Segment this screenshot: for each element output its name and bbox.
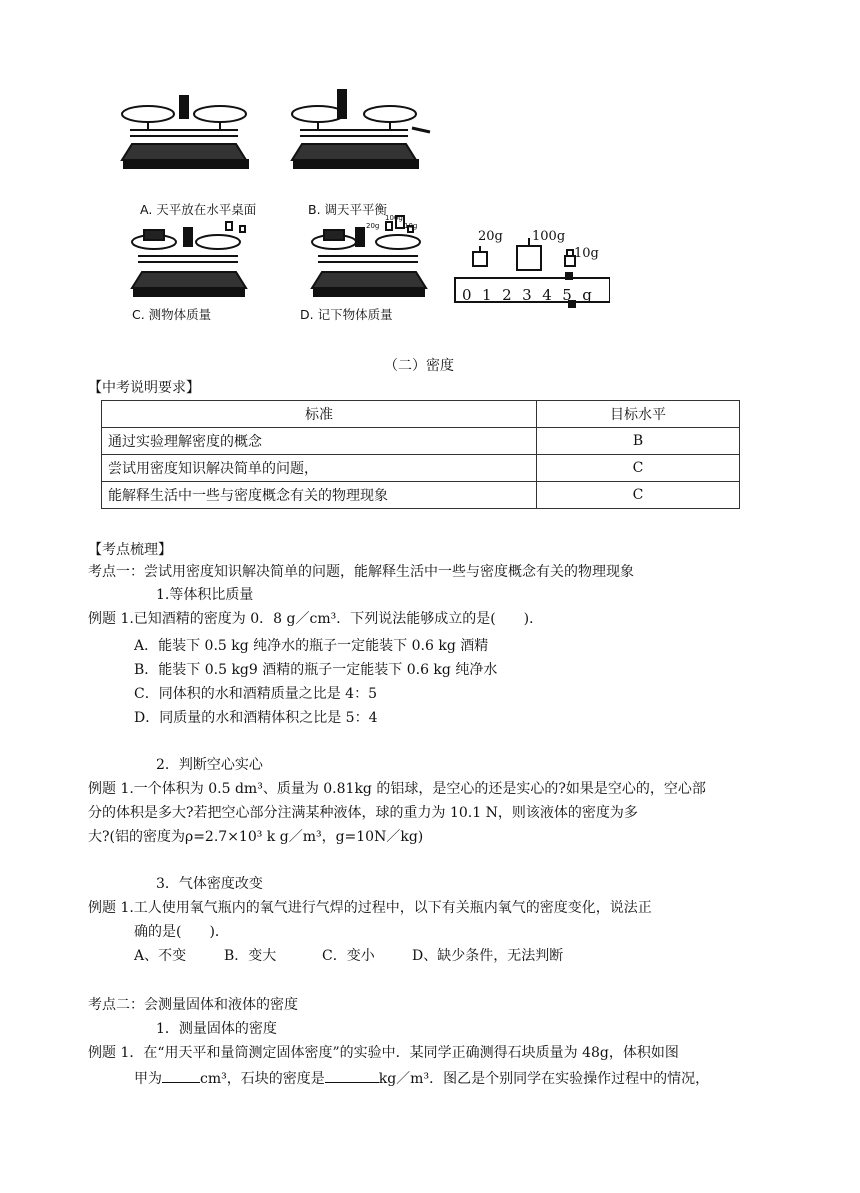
table-header-standard: 标准 [102,401,537,428]
subheading-1: 1.等体积比质量 [156,587,254,603]
subheading-4: 1．测量固体的密度 [156,1021,277,1037]
example-1-option-a: A．能装下 0.5 kg 纯净水的瓶子一定能装下 0.6 kg 酒精 [134,638,489,654]
table-row [102,428,740,455]
table-cell: 能解释生活中一些与密度概念有关的物理现象 [102,482,537,509]
section-title: （二）密度 [384,358,454,374]
requirements-heading: 【中考说明要求】 [88,380,200,396]
volume-answer-blank[interactable] [162,1067,200,1083]
example-1-option-c: C．同体积的水和酒精质量之比是 4：5 [134,686,377,702]
point2-heading: 考点二：会测量固体和液体的密度 [88,997,298,1013]
caption-d: D. 记下物体质量 [300,307,393,322]
caption-a: A. 天平放在水平桌面 [140,202,257,217]
balance-c-drawing [132,222,246,296]
table-cell: B [537,428,740,455]
example-4-line-2 [134,1067,709,1089]
balance-a-drawing [122,96,248,168]
table-row [102,482,740,509]
example-4-text-b: cm³，石块的密度是 [200,1071,325,1087]
example-2-line-2: 分的体积是多大?若把空心部分注满某种液体，球的重力为 10.1 N，则该液体的密度为多 [88,805,638,821]
example-3-line-2: 确的是( )． [134,924,229,940]
example-3-option-b: B．变大 [224,948,277,964]
point1-heading: 考点一：尝试用密度知识解决简单的问题，能解释生活中一些与密度概念有关的物理现象 [88,564,634,580]
table-header-row [102,401,740,428]
table-cell: C [537,482,740,509]
example-1-option-b: B．能装下 0.5 kg9 酒精的瓶子一定能装下 0.6 kg 纯净水 [134,662,498,678]
density-answer-blank[interactable] [325,1067,379,1083]
requirements-table [101,400,740,509]
example-1-option-d: D．同质量的水和酒精体积之比是 5：4 [134,710,378,726]
scale-tick: 4 [542,286,552,304]
scale-tick: 2 [502,286,512,304]
balance-b-drawing [292,90,430,168]
scale-ticks [462,286,602,304]
label-small-20g-d: 20g [366,222,380,230]
subheading-2: 2．判断空心实心 [156,757,263,773]
example-3-option-c: C．变小 [322,948,375,964]
scale-tick: 0 [462,286,472,304]
scale-tick: 3 [522,286,532,304]
caption-b: B. 调天平平衡 [308,202,388,217]
example-4-line-1: 例题 1．在“用天平和量筒测定固体密度”的实验中．某同学正确测得石块质量为 48g，体积如图 [88,1045,679,1061]
subheading-3: 3．气体密度改变 [156,876,263,892]
example-3-option-a: A、不变 [134,948,187,964]
example-4-text-c: kg／m³．图乙是个别同学在实验操作过程中的情况， [378,1071,710,1087]
example-2-line-1: 例题 1.一个体积为 0.5 dm³、质量为 0.81kg 的铝球，是空心的还是实心的?如果是空心的，空心部 [88,781,706,797]
example-2-line-3: 大?(铝的密度为ρ=2.7×10³ k g／m³，g=10N／kg) [88,829,424,845]
scale-tick: 1 [482,286,492,304]
scale-unit: g [582,286,592,304]
example-3-line-1: 例题 1.工人使用氧气瓶内的氧气进行气焊的过程中，以下有关瓶内氧气的密度变化，说法正 [88,900,652,916]
table-cell: 尝试用密度知识解决简单的问题， [102,455,537,482]
scale-tick: 5 [562,286,572,304]
example-3-option-d: D、缺少条件，无法判断 [412,948,564,964]
review-heading: 【考点梳理】 [88,542,172,558]
table-cell: C [537,455,740,482]
example-1-question: 例题 1.已知酒精的密度为 0．8 g／cm³．下列说法能够成立的是( )． [88,611,544,627]
table-cell: 通过实验理解密度的概念 [102,428,537,455]
weight-label-100g: 100g [532,229,566,244]
example-4-text-a: 甲为 [134,1071,162,1087]
caption-c: C. 测物体质量 [132,307,212,322]
label-small-100g-d: 100g [385,214,403,222]
weight-label-20g: 20g [478,229,503,244]
weight-label-10g: 10g [574,246,599,261]
table-row [102,455,740,482]
label-small-10g-d: 10g [404,222,418,230]
table-header-level: 目标水平 [537,401,740,428]
